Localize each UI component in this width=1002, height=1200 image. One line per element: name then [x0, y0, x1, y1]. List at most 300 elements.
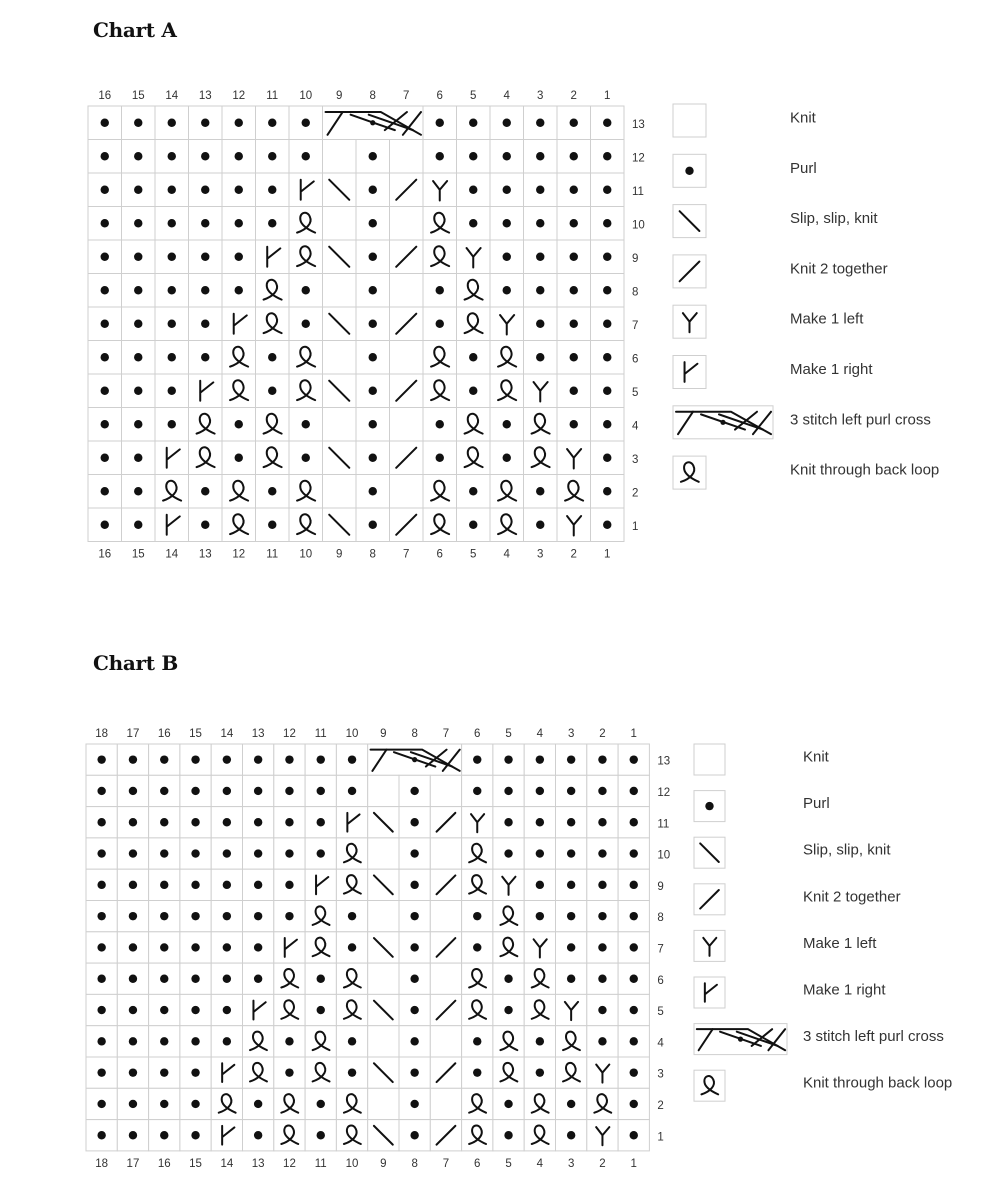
column-number-bottom: 4 [536, 1157, 544, 1170]
purl-dot-icon [223, 881, 231, 889]
chart-cell-purl-dot-icon [399, 807, 430, 838]
chart-cell-make-1-right-icon [336, 807, 367, 838]
chart-cell-purl-dot-icon [117, 838, 148, 869]
column-number-top: 7 [403, 90, 410, 102]
legend-item [694, 977, 886, 1008]
legend-label: Make 1 left [803, 934, 877, 952]
chart-cell-purl-dot-icon [305, 963, 336, 994]
chart-cell-purl-dot-icon [211, 807, 242, 838]
purl-dot-icon [630, 1037, 638, 1045]
column-number-bottom: 14 [220, 1157, 234, 1170]
legend-item [694, 744, 830, 775]
purl-dot-icon [285, 787, 293, 795]
purl-dot-icon [129, 849, 137, 857]
chart-cell-purl-dot-icon [117, 807, 148, 838]
chart-cell-purl-dot-icon [556, 901, 587, 932]
row-number: 4 [657, 1037, 664, 1050]
chart-cell-purl-dot-icon [117, 869, 148, 900]
purl-dot-icon [160, 1068, 168, 1076]
chart-cell-knit-tbl-icon [336, 994, 367, 1025]
chart-cell-purl-dot-icon [180, 932, 211, 963]
chart-cell-knit-tbl-icon [305, 932, 336, 963]
purl-dot-icon [129, 1068, 137, 1076]
chart-cell-purl-dot-icon [399, 1088, 430, 1119]
purl-dot-icon [223, 849, 231, 857]
legend-item [694, 1070, 952, 1101]
purl-dot-icon [97, 1037, 105, 1045]
chart-cell-purl-dot-icon [462, 901, 493, 932]
chart-cell-purl-dot-icon [618, 994, 649, 1025]
chart-cell-knit-tbl-icon [336, 869, 367, 900]
column-number-top: 8 [411, 728, 418, 740]
chart-cell-purl-dot-icon [587, 932, 618, 963]
chart-cell-make-1-left-icon [493, 869, 524, 900]
row-number: 2 [632, 487, 639, 500]
chart-cell-knit-tbl-icon [493, 1026, 524, 1057]
legend-label: Knit through back loop [803, 1074, 953, 1092]
chart-cell-purl-dot-icon [243, 744, 274, 775]
row-number: 11 [657, 818, 670, 831]
purl-dot-icon [97, 755, 105, 763]
purl-dot-icon [567, 818, 575, 826]
chart-cell-purl-dot-icon [86, 963, 117, 994]
chart-cell-k2tog-stitch-icon [430, 807, 461, 838]
chart-cell-purl-dot-icon [243, 1088, 274, 1119]
chart-cell-purl-dot-icon [462, 744, 493, 775]
chart-cell-purl-dot-icon [587, 901, 618, 932]
row-number: 13 [657, 755, 671, 768]
purl-dot-icon [317, 1100, 325, 1108]
chart-cell-purl-dot-icon [243, 901, 274, 932]
column-number-bottom: 6 [436, 548, 443, 561]
row-number: 7 [657, 943, 664, 956]
purl-dot-icon [223, 912, 231, 920]
column-number-bottom: 13 [198, 548, 212, 561]
chart-cell-purl-dot-icon [556, 775, 587, 806]
purl-dot-icon [598, 881, 606, 889]
purl-dot-icon [473, 912, 481, 920]
purl-dot-icon [536, 1068, 544, 1076]
purl-dot-icon [410, 1131, 418, 1139]
chart-cell-cross [368, 744, 462, 775]
chart-cell-purl-dot-icon [524, 838, 555, 869]
purl-dot-icon [567, 849, 575, 857]
chart-cell-ssk-stitch-icon [368, 1057, 399, 1088]
chart-cell-knit-stitch [368, 1026, 399, 1057]
purl-dot-icon [598, 787, 606, 795]
chart-cell-purl-dot-icon [399, 901, 430, 932]
chart-cell-purl-dot-icon [618, 901, 649, 932]
purl-dot-icon [191, 1006, 199, 1014]
purl-dot-icon [410, 1037, 418, 1045]
purl-dot-icon [160, 943, 168, 951]
chart-cell-k2tog-stitch-icon [430, 1120, 461, 1151]
column-number-bottom: 3 [567, 1157, 575, 1170]
column-number-bottom: 8 [369, 548, 376, 561]
chart-cell-knit-stitch [368, 775, 399, 806]
legend-label: Make 1 right [790, 361, 873, 378]
column-number-top: 12 [232, 90, 246, 102]
column-number-top: 10 [299, 90, 313, 102]
chart-cell-purl-dot-icon [211, 838, 242, 869]
purl-dot-icon [598, 1006, 606, 1014]
purl-dot-icon [254, 1100, 262, 1108]
purl-dot-icon [630, 943, 638, 951]
row-number: 1 [657, 1131, 664, 1144]
chart-cell-knit-tbl-icon [211, 1088, 242, 1119]
chart-cell-knit-tbl-icon [524, 963, 555, 994]
purl-dot-icon [410, 943, 418, 951]
chart-cell-purl-dot-icon [556, 1088, 587, 1119]
chart-cell-knit-tbl-icon [462, 869, 493, 900]
chart-cell-purl-dot-icon [117, 1057, 148, 1088]
legend-label: Knit [803, 748, 829, 766]
purl-dot-icon [504, 787, 512, 795]
column-number-bottom: 5 [505, 1157, 512, 1170]
purl-dot-icon [285, 849, 293, 857]
chart-cell-purl-dot-icon [524, 901, 555, 932]
chart-cell-knit-tbl-icon [524, 1120, 555, 1151]
purl-dot-icon [567, 943, 575, 951]
row-number: 1 [632, 520, 639, 533]
purl-dot-icon [191, 1068, 199, 1076]
purl-dot-icon [254, 881, 262, 889]
column-number-top: 16 [157, 728, 171, 740]
purl-dot-icon [705, 802, 713, 810]
row-number: 12 [632, 152, 645, 165]
legend-label: Knit 2 together [790, 260, 888, 278]
chart-cell-knit-tbl-icon [243, 1057, 274, 1088]
chart-cell-purl-dot-icon [117, 932, 148, 963]
chart-cell-purl-dot-icon [86, 1057, 117, 1088]
chart-cell-purl-dot-icon [86, 1088, 117, 1119]
chart-cell-purl-dot-icon [587, 994, 618, 1025]
purl-dot-icon [317, 1131, 325, 1139]
purl-dot-icon [223, 787, 231, 795]
chart-cell-purl-dot-icon [305, 807, 336, 838]
chart-cell-purl-dot-icon [336, 1026, 367, 1057]
purl-dot-icon [160, 755, 168, 763]
purl-dot-icon [348, 1068, 356, 1076]
purl-dot-icon [129, 943, 137, 951]
column-number-top: 2 [599, 728, 606, 740]
column-number-bottom: 1 [630, 1157, 637, 1170]
purl-dot-icon [97, 912, 105, 920]
chart-cell-purl-dot-icon [587, 1026, 618, 1057]
chart-cell-ssk-stitch-icon [368, 807, 399, 838]
purl-dot-icon [160, 1037, 168, 1045]
purl-dot-icon [254, 912, 262, 920]
legend-item [694, 930, 877, 961]
legend-swatch [694, 744, 725, 775]
column-number-top: 16 [98, 90, 112, 102]
purl-dot-icon [536, 912, 544, 920]
purl-dot-icon [598, 943, 606, 951]
purl-dot-icon [410, 1068, 418, 1076]
purl-dot-icon [348, 787, 356, 795]
column-number-top: 12 [283, 728, 296, 740]
chart-cell-purl-dot-icon [149, 744, 180, 775]
column-number-bottom: 3 [537, 548, 544, 561]
chart-cell-knit-tbl-icon [336, 1120, 367, 1151]
row-number: 5 [632, 386, 639, 399]
chart-cell-purl-dot-icon [305, 744, 336, 775]
purl-dot-icon [567, 787, 575, 795]
purl-dot-icon [317, 849, 325, 857]
purl-dot-icon [191, 818, 199, 826]
column-number-top: 9 [336, 90, 343, 102]
column-number-top: 11 [266, 90, 279, 102]
chart-cell-purl-dot-icon [86, 744, 117, 775]
chart-cell-purl-dot-icon [86, 1120, 117, 1151]
column-number-top: 7 [442, 728, 450, 740]
purl-dot-icon [254, 849, 262, 857]
chart-cell-make-1-right-icon [305, 869, 336, 900]
chart-cell-purl-dot-icon [493, 744, 524, 775]
chart-cell-purl-dot-icon [180, 869, 211, 900]
chart-cell-knit-stitch [430, 901, 461, 932]
chart-cell-purl-dot-icon [493, 807, 524, 838]
chart-cell-purl-dot-icon [243, 807, 274, 838]
legend-swatch [694, 1070, 725, 1101]
chart-cell-k2tog-stitch-icon [430, 869, 461, 900]
chart-cell-knit-tbl-icon [556, 1026, 587, 1057]
chart-cell-purl-dot-icon [336, 1057, 367, 1088]
chart-cell-purl-dot-icon [180, 1057, 211, 1088]
purl-dot-icon [160, 787, 168, 795]
chart-cell-ssk-stitch-icon [368, 994, 399, 1025]
chart-cell-purl-dot-icon [305, 838, 336, 869]
purl-dot-icon [223, 755, 231, 763]
chart-cell-purl-dot-icon [462, 932, 493, 963]
legend-label: 3 stitch left purl cross [803, 1028, 944, 1046]
column-number-top: 5 [505, 728, 512, 740]
row-number: 8 [632, 286, 639, 299]
chart-cell-purl-dot-icon [493, 994, 524, 1025]
chart-cell-make-1-left-icon [462, 807, 493, 838]
purl-dot-icon [160, 975, 168, 983]
purl-dot-icon [97, 881, 105, 889]
purl-dot-icon [504, 1100, 512, 1108]
purl-dot-icon [536, 849, 544, 857]
chart-cell-purl-dot-icon [399, 869, 430, 900]
row-number: 11 [632, 185, 644, 198]
column-number-top: 6 [436, 90, 443, 102]
purl-dot-icon [630, 1131, 638, 1139]
purl-dot-icon [129, 1100, 137, 1108]
purl-dot-icon [630, 1068, 638, 1076]
column-number-bottom: 14 [165, 548, 179, 561]
chart-cell-purl-dot-icon [243, 932, 274, 963]
legend-label: Purl [803, 795, 830, 813]
row-number: 6 [632, 353, 639, 366]
row-number: 2 [657, 1099, 664, 1112]
chart-cell-purl-dot-icon [117, 963, 148, 994]
purl-dot-icon [630, 849, 638, 857]
chart-cell-knit-tbl-icon [336, 1088, 367, 1119]
chart-cell-purl-dot-icon [587, 838, 618, 869]
chart-cell-purl-dot-icon [336, 744, 367, 775]
row-number: 8 [657, 912, 664, 925]
chart-cell-purl-dot-icon [618, 1057, 649, 1088]
purl-dot-icon [129, 787, 137, 795]
purl-dot-icon [473, 755, 481, 763]
chart-cell-purl-dot-icon [211, 775, 242, 806]
chart-cell-purl-dot-icon [243, 869, 274, 900]
column-number-bottom: 11 [266, 548, 279, 561]
chart-cell-make-1-left-icon [524, 932, 555, 963]
chart-cell-purl-dot-icon [618, 932, 649, 963]
chart-cell-knit-stitch [430, 963, 461, 994]
chart-cell-purl-dot-icon [524, 1057, 555, 1088]
purl-dot-icon [598, 755, 606, 763]
chart-cell-knit-tbl-icon [493, 901, 524, 932]
column-number-bottom: 12 [283, 1157, 296, 1170]
chart-cell-purl-dot-icon [493, 1088, 524, 1119]
chart-cell-purl-dot-icon [86, 775, 117, 806]
purl-dot-icon [348, 912, 356, 920]
chart-cell-k2tog-stitch-icon [430, 1057, 461, 1088]
purl-dot-icon [160, 849, 168, 857]
row-number: 10 [657, 849, 671, 862]
chart-cell-purl-dot-icon [493, 1120, 524, 1151]
chart-cell-knit-tbl-icon [305, 1057, 336, 1088]
chart-cell-purl-dot-icon [149, 901, 180, 932]
purl-dot-icon [191, 755, 199, 763]
chart-cell-make-1-right-icon [211, 1057, 242, 1088]
chart-b-title: Chart B [93, 651, 178, 675]
chart-cell-purl-dot-icon [493, 838, 524, 869]
purl-dot-icon [160, 818, 168, 826]
column-number-bottom: 16 [98, 548, 112, 561]
column-number-top: 15 [131, 90, 145, 102]
chart-cell-purl-dot-icon [117, 994, 148, 1025]
chart-cell-knit-stitch [430, 1026, 461, 1057]
chart-cell-purl-dot-icon [211, 932, 242, 963]
purl-dot-icon [254, 975, 262, 983]
legend-label: Knit through back loop [790, 461, 940, 479]
purl-dot-icon [630, 787, 638, 795]
row-number: 9 [632, 252, 639, 265]
chart-cell-knit-tbl-icon [556, 1057, 587, 1088]
chart-cell-purl-dot-icon [556, 1120, 587, 1151]
chart-cell-purl-dot-icon [587, 807, 618, 838]
chart-cell-purl-dot-icon [524, 775, 555, 806]
chart-cell-purl-dot-icon [149, 994, 180, 1025]
chart-cell-purl-dot-icon [180, 994, 211, 1025]
chart-cell-purl-dot-icon [587, 744, 618, 775]
column-number-top: 4 [503, 90, 510, 102]
chart-cell-knit-tbl-icon [493, 1057, 524, 1088]
column-number-bottom: 8 [411, 1157, 418, 1170]
legend-label: 3 stitch left purl cross [790, 411, 931, 429]
chart-cell-make-1-right-icon [274, 932, 305, 963]
purl-dot-icon [317, 975, 325, 983]
purl-dot-icon [317, 818, 325, 826]
row-number: 7 [632, 319, 639, 332]
chart-a-title: Chart A [93, 18, 177, 42]
purl-dot-icon [567, 975, 575, 983]
legend-label: Make 1 left [790, 310, 864, 328]
chart-cell-knit-tbl-icon [524, 994, 555, 1025]
chart-cell-purl-dot-icon [462, 1026, 493, 1057]
chart-cell-purl-dot-icon [243, 963, 274, 994]
column-number-top: 14 [165, 90, 179, 102]
purl-dot-icon [191, 975, 199, 983]
purl-dot-icon [410, 1100, 418, 1108]
purl-dot-icon [97, 1100, 105, 1108]
chart-cell-purl-dot-icon [180, 1026, 211, 1057]
chart-cell-knit-tbl-icon [336, 838, 367, 869]
purl-dot-icon [473, 943, 481, 951]
chart-cell-purl-dot-icon [274, 869, 305, 900]
chart-cell-purl-dot-icon [399, 963, 430, 994]
chart-cell-purl-dot-icon [149, 1088, 180, 1119]
purl-dot-icon [630, 755, 638, 763]
chart-cell-purl-dot-icon [180, 901, 211, 932]
chart-cell-purl-dot-icon [117, 775, 148, 806]
column-number-top: 8 [369, 90, 376, 102]
purl-dot-icon [97, 1131, 105, 1139]
chart-cell-knit-tbl-icon [305, 1026, 336, 1057]
purl-dot-icon [348, 943, 356, 951]
chart-cell-make-1-left-icon [587, 1120, 618, 1151]
purl-dot-icon [160, 1131, 168, 1139]
purl-dot-icon [567, 755, 575, 763]
column-number-top: 3 [567, 728, 575, 740]
chart-cell-purl-dot-icon [305, 775, 336, 806]
chart-cell-purl-dot-icon [274, 1026, 305, 1057]
chart-cell-purl-dot-icon [305, 1120, 336, 1151]
chart-cell-purl-dot-icon [180, 807, 211, 838]
purl-dot-icon [97, 1068, 105, 1076]
purl-dot-icon [598, 1037, 606, 1045]
legend-label: Slip, slip, knit [790, 210, 878, 228]
chart-cell-purl-dot-icon [149, 1026, 180, 1057]
chart-cell-purl-dot-icon [86, 901, 117, 932]
column-number-bottom: 9 [336, 548, 343, 561]
purl-dot-icon [254, 818, 262, 826]
chart-cell-ssk-stitch-icon [368, 869, 399, 900]
purl-dot-icon [129, 1037, 137, 1045]
chart-cell-ssk-stitch-icon [368, 1120, 399, 1151]
legend-label: Slip, slip, knit [803, 841, 891, 859]
purl-dot-icon [410, 849, 418, 857]
purl-dot-icon [160, 881, 168, 889]
chart-cell-purl-dot-icon [618, 869, 649, 900]
chart-cell-purl-dot-icon [336, 932, 367, 963]
chart-cell-purl-dot-icon [117, 744, 148, 775]
purl-dot-icon [410, 975, 418, 983]
chart-cell-purl-dot-icon [336, 775, 367, 806]
chart-cell-purl-dot-icon [618, 744, 649, 775]
purl-dot-icon [567, 912, 575, 920]
chart-cell-purl-dot-icon [149, 869, 180, 900]
purl-dot-icon [285, 755, 293, 763]
purl-dot-icon [97, 1006, 105, 1014]
purl-dot-icon [536, 881, 544, 889]
purl-dot-icon [630, 1100, 638, 1108]
chart-cell-knit-stitch [430, 1088, 461, 1119]
chart-cell-purl-dot-icon [587, 775, 618, 806]
chart-cell-purl-dot-icon [399, 994, 430, 1025]
chart-cell-knit-stitch [368, 963, 399, 994]
chart-cell-make-1-right-icon [211, 1120, 242, 1151]
chart-cell-purl-dot-icon [587, 869, 618, 900]
purl-dot-icon [129, 912, 137, 920]
chart-cell-purl-dot-icon [556, 963, 587, 994]
purl-dot-icon [598, 975, 606, 983]
